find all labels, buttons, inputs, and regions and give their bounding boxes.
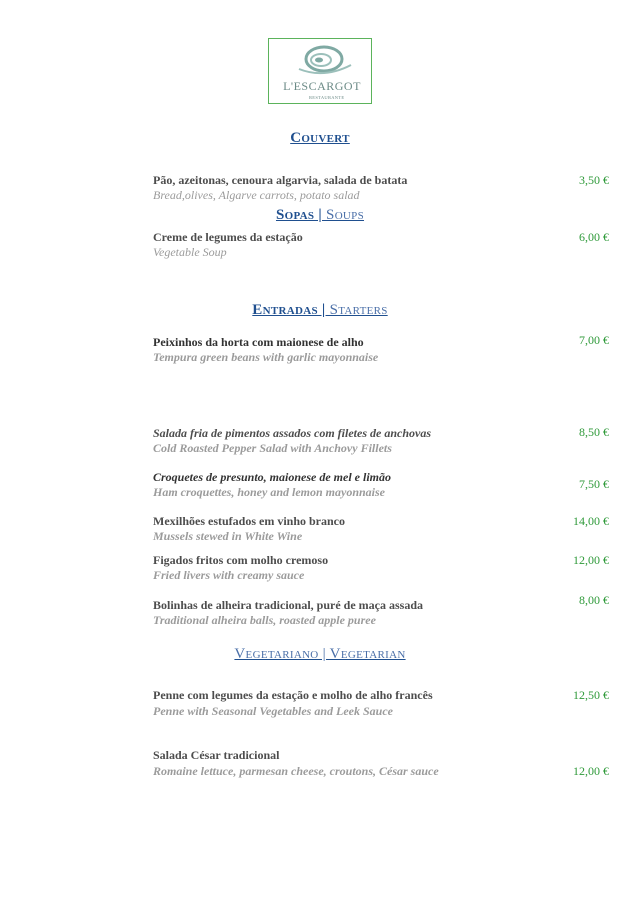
menu-item-name: Penne com legumes da estação e molho de alho francês xyxy=(153,688,433,702)
logo-brand-text: L'ESCARGOT xyxy=(283,79,361,93)
menu-item-price: 12,50 € xyxy=(573,688,609,702)
menu-item-translation: Penne with Seasonal Vegetables and Leek Sauce xyxy=(153,704,393,718)
menu-item-translation: Cold Roasted Pepper Salad with Anchovy Fillets xyxy=(153,441,392,455)
menu-item-price: 14,00 € xyxy=(573,514,609,528)
section-heading-sopas: Sopas | Soups xyxy=(275,207,365,223)
menu-item-name: Peixinhos da horta com maionese de alho xyxy=(153,335,364,349)
restaurant-logo xyxy=(268,38,372,104)
menu-item-price: 3,50 € xyxy=(579,173,609,187)
menu-item-price: 12,00 € xyxy=(573,553,609,567)
section-heading-couvert: Couvert xyxy=(290,130,350,146)
section-heading-entradas: Entradas | Starters xyxy=(252,302,388,318)
menu-item-name: Figados fritos com molho cremoso xyxy=(153,553,329,567)
menu-item-name: Croquetes de presunto, maionese de mel e limão xyxy=(153,470,391,484)
menu-item-translation: Mussels stewed in White Wine xyxy=(153,529,303,543)
menu-item-price: 8,00 € xyxy=(579,593,609,607)
menu-item-name: Bolinhas de alheira tradicional, puré de maça assada xyxy=(153,598,424,612)
menu-item-translation: Tempura green beans with garlic mayonnaise xyxy=(153,350,379,364)
menu-item-translation: Ham croquettes, honey and lemon mayonnaise xyxy=(153,485,386,499)
menu-item-translation: Vegetable Soup xyxy=(153,245,227,259)
menu-item-price: 7,50 € xyxy=(579,477,609,491)
menu-item-translation: Fried livers with creamy sauce xyxy=(153,568,305,582)
menu-item-name: Pão, azeitonas, cenoura algarvia, salada de batata xyxy=(153,173,408,187)
menu-item-name: Salada fria de pimentos assados com filetes de anchovas xyxy=(153,426,431,440)
logo-subtitle: RESTAURANTE xyxy=(309,95,345,100)
menu-item-price: 7,00 € xyxy=(579,333,609,347)
menu-item-price: 6,00 € xyxy=(579,230,609,244)
menu-item-name: Mexilhões estufados em vinho branco xyxy=(153,514,345,528)
menu-item-name: Creme de legumes da estação xyxy=(153,230,303,244)
menu-item-translation: Bread,olives, Algarve carrots, potato salad xyxy=(153,188,360,202)
menu-item-name: Salada César tradicional xyxy=(153,748,280,762)
menu-item-translation: Romaine lettuce, parmesan cheese, croutons, César sauce xyxy=(153,764,439,778)
menu-item-translation: Traditional alheira balls, roasted apple puree xyxy=(153,613,376,627)
menu-item-price: 8,50 € xyxy=(579,425,609,439)
menu-item-price: 12,00 € xyxy=(573,764,609,778)
section-heading-vegetariano: Vegetariano | Vegetarian xyxy=(234,646,406,662)
